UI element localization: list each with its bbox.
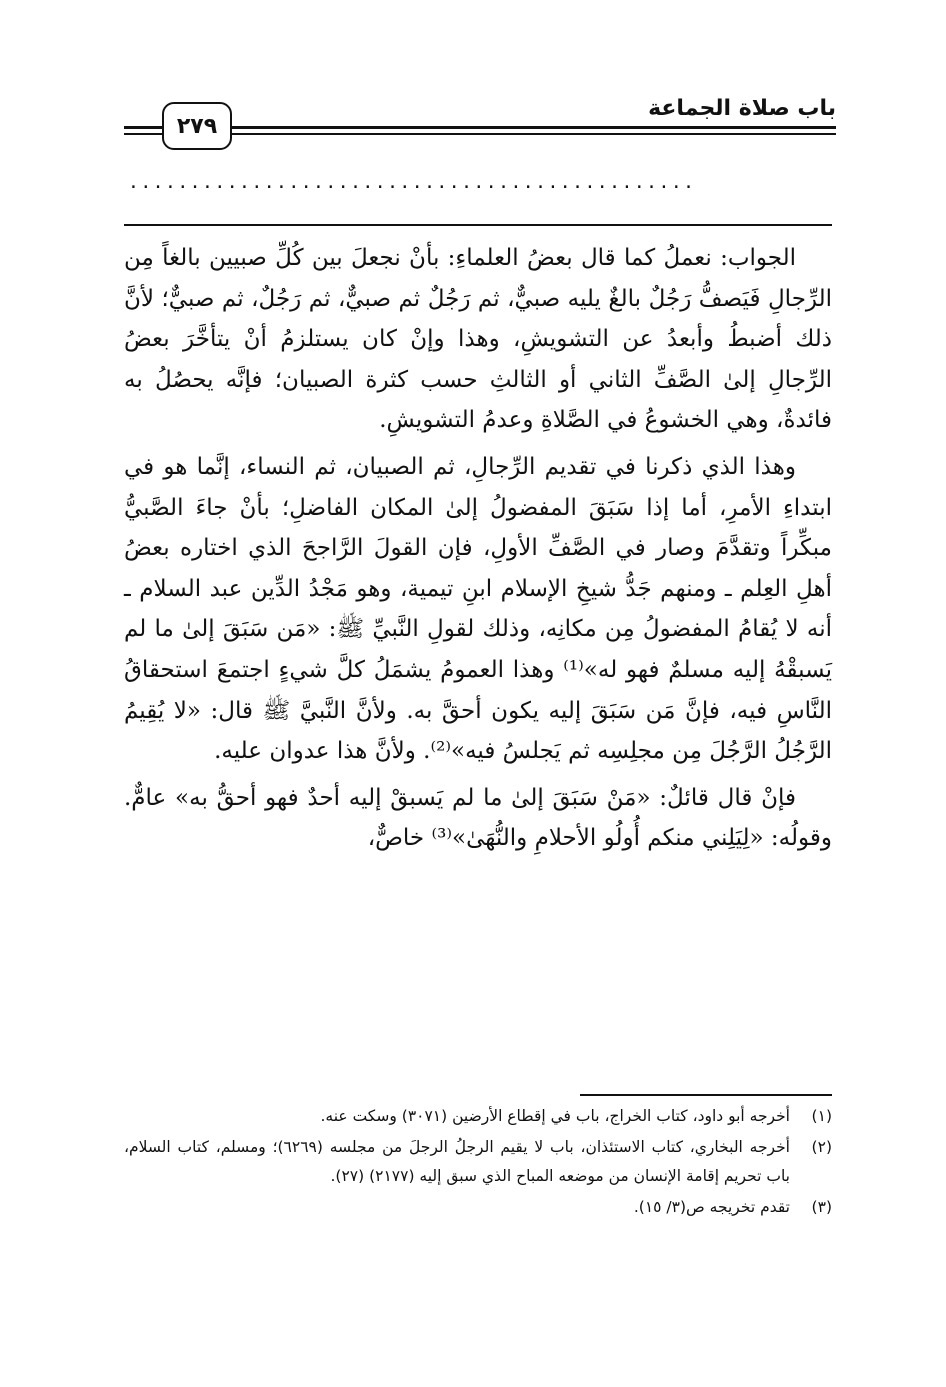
dotted-separator: ..............................................: [128, 172, 696, 193]
chapter-title: باب صلاة الجماعة: [648, 96, 836, 121]
footnote-rule: [580, 1094, 832, 1096]
page-number: ٢٧٩: [176, 113, 218, 139]
footnote-text: أخرجه البخاري، كتاب الاستئذان، باب لا يقيم الرجلُ الرجلَ من مجلسه (٦٢٦٩)؛ ومسلم، كتاب السلام، باب تحريم إقامة الإنسان من موضعه المباح الذي سبق إليه (٢١٧٧) (٢٧).: [124, 1138, 790, 1185]
footnote-text: أخرجه أبو داود، كتاب الخراج، باب في إقطاع الأرضين (٣٠٧١) وسكت عنه.: [320, 1107, 790, 1125]
footnote: [124, 1102, 832, 1131]
paragraph: فإنْ قال قائلٌ: «مَنْ سَبَقَ إلىٰ ما لم يَسبقْ إليه أحدٌ فهو أحقُّ به» عامٌّ. وقولُه: «لِيَلِني منكم أُولُو الأحلامِ والنُّهَىٰ»⁽³⁾ خاصٌّ،: [124, 784, 832, 852]
body-top-rule: [124, 224, 832, 226]
footnotes: [124, 1102, 832, 1224]
paragraph: الجواب: نعملُ كما قال بعضُ العلماءِ: بأنْ نجعلَ بين كُلِّ صبيين بالغاً مِن الرِّجالِ فَيَصفُّ رَجُلٌ بالغٌ يليه صبيٌّ، ثم رَجُلٌ ثم صبيٌّ، ثم رَجُلٌ، ثم صبيٌّ؛ لأنَّ ذلك أضبطُ وأبعدُ عن التشويشِ، وهذا وإنْ كان يستلزمُ أنْ يتأخَّرَ بعضُ الرِّجالِ إلىٰ الصَّفِّ الثاني أو الثالثِ حسب كثرة الصبيان؛ فإنَّه يحصُلُ به فائدةٌ، وهي الخشوعُ في الصَّلاةِ وعدمُ التشويشِ.: [124, 245, 832, 434]
footnote-text: تقدم تخريجه ص(٣/ ١٥).: [633, 1198, 790, 1216]
paragraph: وهذا الذي ذكرنا في تقديم الرِّجالِ، ثم الصبيان، ثم النساء، إنَّما هو في ابتداءِ الأمرِ، أما إذا سَبَقَ المفضولُ إلىٰ المكان الفاضلِ؛ بأنْ جاءَ الصَّبيُّ مبكِّراً وتقدَّمَ وصار في الصَّفِّ الأولِ، فإن القولَ الرَّاجحَ الذي اختاره بعضُ أهلِ العِلم ـ ومنهم جَدُّ شيخِ الإسلام ابنِ تيمية، وهو مَجْدُ الدِّين عبد السلام ـ أنه لا يُقامُ المفضولُ مِن مكانِه، وذلك لقولِ النَّبيِّ ﷺ: «مَن سَبَقَ إلىٰ ما لم يَسبقْهُ إليه مسلمٌ فهو له»⁽¹⁾ وهذا العمومُ يشمَلُ كلَّ شيءٍ اجتمعَ استحقاقُ النَّاسِ فيه، فإنَّ مَن سَبَقَ إليه يكون أحقَّ به. ولأنَّ النَّبيَّ ﷺ قال: «لا يُقِيمُ الرَّجُلُ الرَّجُلَ مِن مجلِسِه ثم يَجلسُ فيه»⁽²⁾. ولأنَّ هذا عدوان عليه.: [124, 453, 832, 765]
footnote-number: (١): [811, 1107, 832, 1125]
body-text: [124, 238, 832, 865]
page-number-box: [162, 102, 232, 150]
footnote: [124, 1193, 832, 1222]
footnote-number: (٢): [811, 1138, 832, 1156]
footnote: [124, 1133, 832, 1191]
footnote-number: (٣): [811, 1198, 832, 1216]
